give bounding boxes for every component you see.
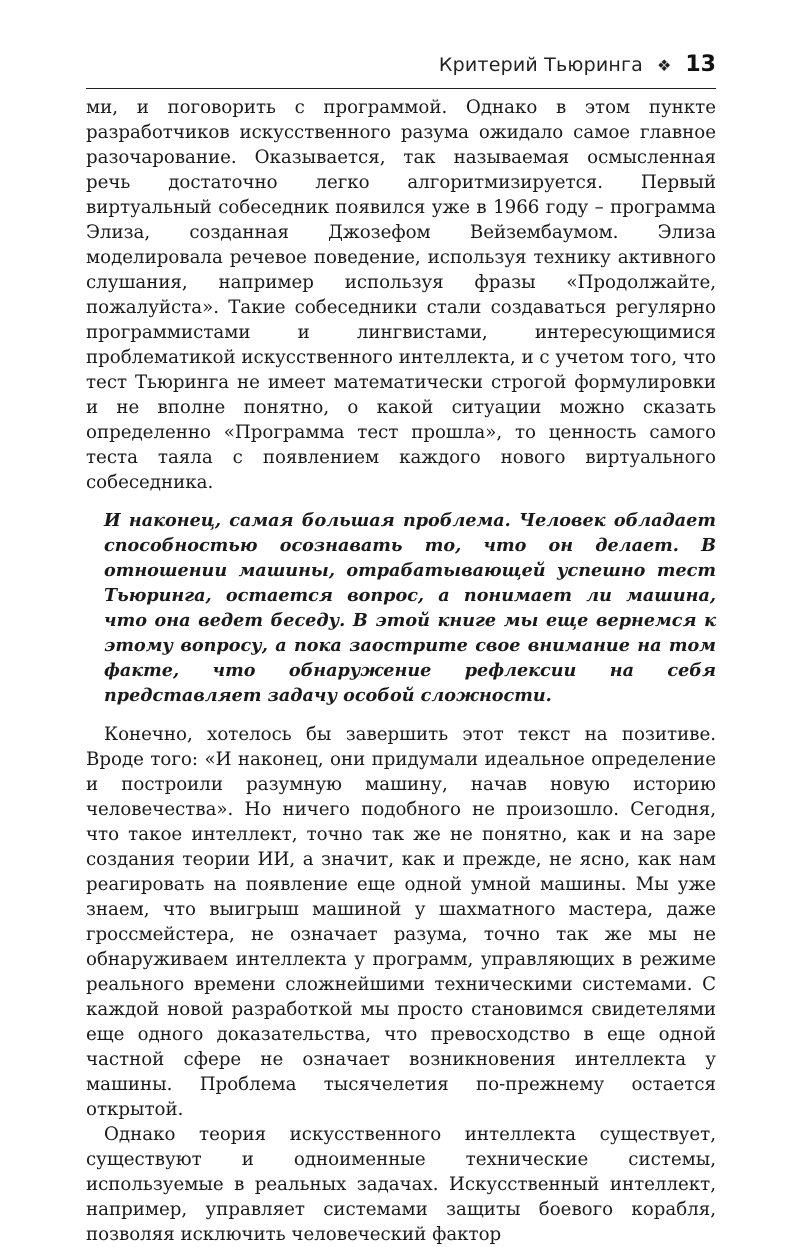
ornament-icon: ❖ <box>657 56 672 75</box>
running-header <box>86 52 716 89</box>
book-page <box>86 52 716 1247</box>
page-number: 13 <box>685 52 716 77</box>
paragraph-continuation: ми, и поговорить с программой. Однако в этом пункте разработчиков искусственного разума ожидало самое главное разочарование. Оказывается, так называемая осмысленная речь достаточно легко алгоритмизируется. Первый виртуальный собеседник появился уже в 1966 году – программа Элиза, созданная Джозефом Вейзембаумом. Элиза моделировала речевое поведение, используя технику активного слушания, например используя фразы «Продолжайте, пожалуйста». Такие собеседники стали создаваться регулярно программистами и лингвистами, интересующимися проблематикой искусственного интеллекта, и с учетом того, что тест Тьюринга не имеет математически строгой формулировки и не вполне понятно, о какой ситуации можно сказать определенно «Программа тест прошла», то ценность самого теста таяла с появлением каждого нового виртуального собеседника. <box>86 97 716 493</box>
body-text <box>86 95 716 1247</box>
paragraph: Однако теория искусственного интеллекта существует, существуют и одноименные технические системы, используемые в реальных задачах. Искусственный интеллект, например, управляет системами защиты боевого корабля, позволяя исключить человеческий фактор <box>86 1124 716 1245</box>
running-header-title: Критерий Тьюринга <box>438 54 644 76</box>
paragraph: Конечно, хотелось бы завершить этот текст на позитиве. Вроде того: «И наконец, они придумали идеальное определение и построили разумную машину, начав новую историю человечества». Но ничего подобного не произошло. Сегодня, что такое интеллект, точно так же не понятно, как и на заре создания теории ИИ, а значит, как и прежде, не ясно, как нам реагировать на появление еще одной умной машины. Мы уже знаем, что выигрыш машиной у шахматного мастера, даже гроссмейстера, не означает разума, точно так же мы не обнаруживаем интеллекта у программ, управляющих в режиме реального времени сложнейшими техническими системами. С каждой новой разработкой мы просто становимся свидетелями еще одного доказательства, что превосходство в еще одной частной сфере не означает возникновения интеллекта у машины. Проблема тысячелетия по-прежнему остается открытой. <box>86 724 716 1120</box>
italic-note: И наконец, самая большая проблема. Человек обладает способностью осознавать то, что он делает. В отношении машины, отрабатывающей успешно тест Тьюринга, остается вопрос, а понимает ли машина, что она ведет беседу. В этой книге мы еще вернемся к этому вопросу, а пока заострите свое внимание на том факте, что обнаружение рефлексии на себя представляет задачу особой сложности. <box>104 510 716 706</box>
